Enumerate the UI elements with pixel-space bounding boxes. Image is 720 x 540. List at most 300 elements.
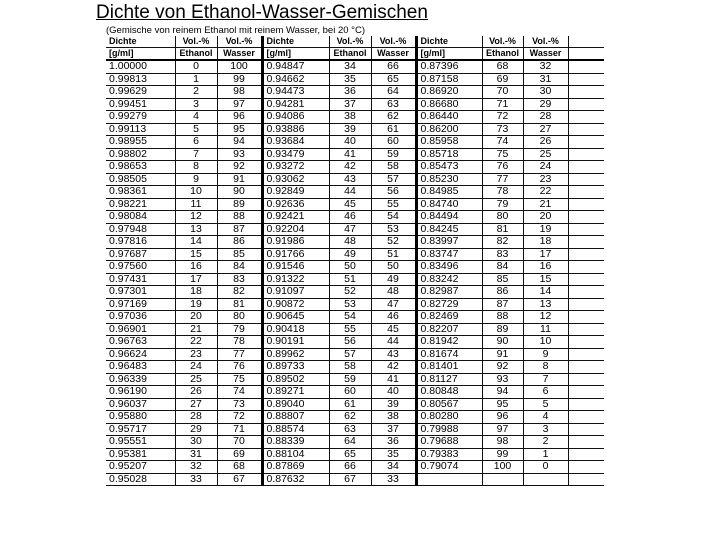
density-cell: 0.93272 [262, 161, 329, 174]
ethanol-cell: 57 [329, 348, 371, 361]
water-cell: 17 [523, 248, 568, 261]
table-margin-cell [568, 261, 604, 274]
table-row [106, 98, 604, 111]
density-cell [416, 473, 482, 486]
water-cell: 41 [371, 373, 416, 386]
ethanol-cell: 44 [329, 186, 371, 199]
water-cell: 89 [217, 198, 262, 211]
density-cell: 0.84740 [416, 198, 482, 211]
density-cell: 0.87632 [262, 473, 329, 486]
header-cell: Vol.-% [217, 36, 262, 48]
ethanol-cell: 36 [329, 86, 371, 99]
water-cell: 87 [217, 223, 262, 236]
water-cell: 65 [371, 73, 416, 86]
density-cell: 0.85473 [416, 161, 482, 174]
density-cell: 0.81674 [416, 348, 482, 361]
ethanol-cell: 5 [175, 123, 217, 136]
ethanol-cell: 2 [175, 86, 217, 99]
header-cell: Ethanol [329, 48, 371, 61]
table-margin-cell [568, 411, 604, 424]
water-cell: 66 [371, 60, 416, 73]
water-cell: 96 [217, 111, 262, 124]
water-cell: 30 [523, 86, 568, 99]
ethanol-cell: 93 [482, 373, 523, 386]
table-margin-cell [568, 348, 604, 361]
ethanol-cell: 32 [175, 461, 217, 474]
ethanol-cell: 50 [329, 261, 371, 274]
ethanol-cell: 37 [329, 98, 371, 111]
table-row [106, 73, 604, 86]
ethanol-cell: 15 [175, 248, 217, 261]
header-cell: Vol.-% [523, 36, 568, 48]
density-cell: 0.84245 [416, 223, 482, 236]
density-cell: 0.79688 [416, 436, 482, 449]
header-cell: Vol.-% [329, 36, 371, 48]
ethanol-cell: 46 [329, 211, 371, 224]
ethanol-cell: 77 [482, 173, 523, 186]
table-row [106, 136, 604, 149]
water-cell: 56 [371, 186, 416, 199]
table-row [106, 348, 604, 361]
water-cell: 33 [371, 473, 416, 486]
water-cell: 1 [523, 448, 568, 461]
ethanol-cell: 4 [175, 111, 217, 124]
ethanol-cell: 53 [329, 298, 371, 311]
ethanol-cell: 29 [175, 423, 217, 436]
table-row [106, 273, 604, 286]
ethanol-cell: 8 [175, 161, 217, 174]
water-cell [523, 473, 568, 486]
ethanol-cell: 9 [175, 173, 217, 186]
ethanol-cell: 95 [482, 398, 523, 411]
density-cell: 0.97169 [106, 298, 175, 311]
table-row [106, 473, 604, 486]
water-cell: 8 [523, 361, 568, 374]
table-row [106, 398, 604, 411]
ethanol-cell: 70 [482, 86, 523, 99]
water-cell: 74 [217, 386, 262, 399]
density-cell: 0.94281 [262, 98, 329, 111]
density-cell: 0.80280 [416, 411, 482, 424]
ethanol-cell: 25 [175, 373, 217, 386]
header-cell: Ethanol [482, 48, 523, 61]
table-row [106, 236, 604, 249]
water-cell: 62 [371, 111, 416, 124]
ethanol-cell: 40 [329, 136, 371, 149]
water-cell: 3 [523, 423, 568, 436]
density-cell: 0.98653 [106, 161, 175, 174]
density-cell: 1.00000 [106, 60, 175, 73]
water-cell: 80 [217, 311, 262, 324]
ethanol-cell: 11 [175, 198, 217, 211]
density-cell: 0.96763 [106, 336, 175, 349]
ethanol-cell: 19 [175, 298, 217, 311]
density-cell: 0.86920 [416, 86, 482, 99]
water-cell: 50 [371, 261, 416, 274]
table-margin-cell [568, 86, 604, 99]
ethanol-cell: 73 [482, 123, 523, 136]
header-cell: Wasser [371, 48, 416, 61]
water-cell: 37 [371, 423, 416, 436]
water-cell: 39 [371, 398, 416, 411]
table-margin-cell [568, 48, 604, 61]
ethanol-cell: 49 [329, 248, 371, 261]
water-cell: 46 [371, 311, 416, 324]
water-cell: 68 [217, 461, 262, 474]
table-margin-cell [568, 186, 604, 199]
water-cell: 78 [217, 336, 262, 349]
density-cell: 0.82987 [416, 286, 482, 299]
ethanol-cell: 69 [482, 73, 523, 86]
ethanol-cell: 26 [175, 386, 217, 399]
water-cell: 6 [523, 386, 568, 399]
header-cell: Vol.-% [482, 36, 523, 48]
table-row [106, 123, 604, 136]
density-cell: 0.88104 [262, 448, 329, 461]
density-cell: 0.81401 [416, 361, 482, 374]
density-cell: 0.87158 [416, 73, 482, 86]
density-cell: 0.98084 [106, 211, 175, 224]
table-margin-cell [568, 398, 604, 411]
ethanol-cell: 18 [175, 286, 217, 299]
ethanol-cell: 23 [175, 348, 217, 361]
table-row [106, 436, 604, 449]
ethanol-cell: 65 [329, 448, 371, 461]
water-cell: 53 [371, 223, 416, 236]
density-cell: 0.97816 [106, 236, 175, 249]
density-cell: 0.99113 [106, 123, 175, 136]
ethanol-cell: 100 [482, 461, 523, 474]
header-cell: Vol.-% [175, 36, 217, 48]
ethanol-cell: 0 [175, 60, 217, 73]
water-cell: 70 [217, 436, 262, 449]
table-margin-cell [568, 111, 604, 124]
density-cell: 0.97036 [106, 311, 175, 324]
ethanol-cell: 3 [175, 98, 217, 111]
table-margin-cell [568, 98, 604, 111]
ethanol-cell: 41 [329, 148, 371, 161]
ethanol-cell: 90 [482, 336, 523, 349]
density-cell: 0.87396 [416, 60, 482, 73]
density-cell: 0.83496 [416, 261, 482, 274]
water-cell: 100 [217, 60, 262, 73]
density-cell: 0.88574 [262, 423, 329, 436]
table-margin-cell [568, 361, 604, 374]
table-margin-cell [568, 198, 604, 211]
water-cell: 92 [217, 161, 262, 174]
water-cell: 61 [371, 123, 416, 136]
ethanol-cell: 43 [329, 173, 371, 186]
density-cell: 0.79988 [416, 423, 482, 436]
table-margin-cell [568, 236, 604, 249]
water-cell: 29 [523, 98, 568, 111]
ethanol-cell: 98 [482, 436, 523, 449]
density-cell: 0.99279 [106, 111, 175, 124]
header-cell: Dichte [106, 36, 175, 48]
ethanol-cell: 89 [482, 323, 523, 336]
table-margin-cell [568, 223, 604, 236]
water-cell: 67 [217, 473, 262, 486]
density-cell: 0.97948 [106, 223, 175, 236]
ethanol-cell: 42 [329, 161, 371, 174]
water-cell: 21 [523, 198, 568, 211]
water-cell: 84 [217, 261, 262, 274]
ethanol-cell: 87 [482, 298, 523, 311]
table-row [106, 361, 604, 374]
water-cell: 9 [523, 348, 568, 361]
density-cell: 0.91546 [262, 261, 329, 274]
ethanol-cell: 79 [482, 198, 523, 211]
ethanol-cell: 28 [175, 411, 217, 424]
ethanol-cell: 34 [329, 60, 371, 73]
water-cell: 19 [523, 223, 568, 236]
table-margin-cell [568, 423, 604, 436]
table-margin-cell [568, 373, 604, 386]
density-cell: 0.94086 [262, 111, 329, 124]
table-row [106, 336, 604, 349]
density-cell: 0.88339 [262, 436, 329, 449]
ethanol-cell: 88 [482, 311, 523, 324]
header-cell: Vol.-% [371, 36, 416, 48]
density-cell: 0.95207 [106, 461, 175, 474]
density-cell: 0.81127 [416, 373, 482, 386]
table-row [106, 386, 604, 399]
ethanol-cell: 16 [175, 261, 217, 274]
density-cell: 0.84494 [416, 211, 482, 224]
table-row [106, 286, 604, 299]
density-cell: 0.97301 [106, 286, 175, 299]
water-cell: 88 [217, 211, 262, 224]
ethanol-cell: 82 [482, 236, 523, 249]
header-cell: [g/ml] [106, 48, 175, 61]
density-cell: 0.89502 [262, 373, 329, 386]
water-cell: 13 [523, 298, 568, 311]
density-cell: 0.93886 [262, 123, 329, 136]
table-header-row [106, 48, 604, 61]
density-cell: 0.99451 [106, 98, 175, 111]
ethanol-cell: 91 [482, 348, 523, 361]
water-cell: 72 [217, 411, 262, 424]
table-row [106, 448, 604, 461]
density-cell: 0.91986 [262, 236, 329, 249]
density-cell: 0.79383 [416, 448, 482, 461]
density-cell: 0.95880 [106, 411, 175, 424]
density-cell: 0.99629 [106, 86, 175, 99]
table-margin-cell [568, 73, 604, 86]
ethanol-cell: 13 [175, 223, 217, 236]
ethanol-cell: 54 [329, 311, 371, 324]
density-cell: 0.94662 [262, 73, 329, 86]
density-cell: 0.92204 [262, 223, 329, 236]
header-cell: Wasser [523, 48, 568, 61]
water-cell: 91 [217, 173, 262, 186]
ethanol-cell: 1 [175, 73, 217, 86]
ethanol-cell: 52 [329, 286, 371, 299]
density-cell: 0.95551 [106, 436, 175, 449]
ethanol-cell: 39 [329, 123, 371, 136]
table-margin-cell [568, 36, 604, 48]
ethanol-cell: 51 [329, 273, 371, 286]
water-cell: 42 [371, 361, 416, 374]
table-row [106, 461, 604, 474]
density-cell: 0.85958 [416, 136, 482, 149]
ethanol-cell: 99 [482, 448, 523, 461]
density-cell: 0.96624 [106, 348, 175, 361]
table-margin-cell [568, 60, 604, 73]
table-margin-cell [568, 148, 604, 161]
water-cell: 49 [371, 273, 416, 286]
ethanol-cell: 92 [482, 361, 523, 374]
density-cell: 0.85718 [416, 148, 482, 161]
density-cell: 0.98802 [106, 148, 175, 161]
table-row [106, 148, 604, 161]
water-cell: 63 [371, 98, 416, 111]
density-cell: 0.99813 [106, 73, 175, 86]
density-cell: 0.95381 [106, 448, 175, 461]
water-cell: 35 [371, 448, 416, 461]
density-cell: 0.83997 [416, 236, 482, 249]
water-cell: 98 [217, 86, 262, 99]
ethanol-cell: 22 [175, 336, 217, 349]
ethanol-cell: 63 [329, 423, 371, 436]
ethanol-cell: 60 [329, 386, 371, 399]
density-cell: 0.96339 [106, 373, 175, 386]
water-cell: 20 [523, 211, 568, 224]
water-cell: 7 [523, 373, 568, 386]
ethanol-cell: 56 [329, 336, 371, 349]
water-cell: 25 [523, 148, 568, 161]
table-row [106, 86, 604, 99]
water-cell: 77 [217, 348, 262, 361]
ethanol-cell: 68 [482, 60, 523, 73]
water-cell: 4 [523, 411, 568, 424]
density-cell: 0.84985 [416, 186, 482, 199]
water-cell: 24 [523, 161, 568, 174]
table-row [106, 111, 604, 124]
density-cell: 0.98361 [106, 186, 175, 199]
table-margin-cell [568, 286, 604, 299]
water-cell: 28 [523, 111, 568, 124]
water-cell: 79 [217, 323, 262, 336]
density-cell: 0.93684 [262, 136, 329, 149]
table-margin-cell [568, 473, 604, 486]
density-cell: 0.89962 [262, 348, 329, 361]
water-cell: 31 [523, 73, 568, 86]
density-cell: 0.91097 [262, 286, 329, 299]
water-cell: 18 [523, 236, 568, 249]
water-cell: 85 [217, 248, 262, 261]
water-cell: 71 [217, 423, 262, 436]
water-cell: 52 [371, 236, 416, 249]
table-row [106, 311, 604, 324]
table-row [106, 411, 604, 424]
ethanol-cell: 76 [482, 161, 523, 174]
water-cell: 69 [217, 448, 262, 461]
ethanol-cell: 7 [175, 148, 217, 161]
water-cell: 64 [371, 86, 416, 99]
table-margin-cell [568, 123, 604, 136]
density-cell: 0.86200 [416, 123, 482, 136]
ethanol-cell: 31 [175, 448, 217, 461]
water-cell: 15 [523, 273, 568, 286]
density-cell: 0.89733 [262, 361, 329, 374]
ethanol-cell: 72 [482, 111, 523, 124]
density-cell: 0.98505 [106, 173, 175, 186]
ethanol-cell [482, 473, 523, 486]
table-row [106, 198, 604, 211]
water-cell: 95 [217, 123, 262, 136]
table-margin-cell [568, 461, 604, 474]
water-cell: 58 [371, 161, 416, 174]
ethanol-cell: 6 [175, 136, 217, 149]
water-cell: 32 [523, 60, 568, 73]
density-cell: 0.90418 [262, 323, 329, 336]
water-cell: 86 [217, 236, 262, 249]
water-cell: 54 [371, 211, 416, 224]
density-cell: 0.98221 [106, 198, 175, 211]
ethanol-cell: 78 [482, 186, 523, 199]
ethanol-cell: 71 [482, 98, 523, 111]
ethanol-cell: 35 [329, 73, 371, 86]
density-cell: 0.91766 [262, 248, 329, 261]
ethanol-cell: 84 [482, 261, 523, 274]
density-cell: 0.93479 [262, 148, 329, 161]
water-cell: 34 [371, 461, 416, 474]
density-table-grid [106, 36, 604, 486]
density-cell: 0.97687 [106, 248, 175, 261]
table-margin-cell [568, 298, 604, 311]
table-margin-cell [568, 448, 604, 461]
table-row [106, 173, 604, 186]
table-row [106, 323, 604, 336]
water-cell: 27 [523, 123, 568, 136]
table-margin-cell [568, 173, 604, 186]
water-cell: 5 [523, 398, 568, 411]
table-margin-cell [568, 248, 604, 261]
ethanol-cell: 45 [329, 198, 371, 211]
table-margin-cell [568, 311, 604, 324]
ethanol-cell: 67 [329, 473, 371, 486]
document-subtitle: (Gemische von reinem Ethanol mit reinem Wasser, bei 20 °C) [106, 25, 365, 36]
density-cell: 0.83747 [416, 248, 482, 261]
density-cell: 0.94473 [262, 86, 329, 99]
table-margin-cell [568, 136, 604, 149]
water-cell: 0 [523, 461, 568, 474]
water-cell: 97 [217, 98, 262, 111]
ethanol-cell: 33 [175, 473, 217, 486]
table-row [106, 223, 604, 236]
ethanol-cell: 38 [329, 111, 371, 124]
water-cell: 14 [523, 286, 568, 299]
density-cell: 0.88807 [262, 411, 329, 424]
table-row [106, 60, 604, 73]
water-cell: 16 [523, 261, 568, 274]
density-cell: 0.81942 [416, 336, 482, 349]
water-cell: 38 [371, 411, 416, 424]
water-cell: 2 [523, 436, 568, 449]
density-cell: 0.95717 [106, 423, 175, 436]
water-cell: 43 [371, 348, 416, 361]
ethanol-cell: 86 [482, 286, 523, 299]
density-cell: 0.86680 [416, 98, 482, 111]
density-cell: 0.83242 [416, 273, 482, 286]
water-cell: 57 [371, 173, 416, 186]
density-cell: 0.96037 [106, 398, 175, 411]
table-row [106, 423, 604, 436]
density-cell: 0.87869 [262, 461, 329, 474]
water-cell: 36 [371, 436, 416, 449]
ethanol-cell: 94 [482, 386, 523, 399]
